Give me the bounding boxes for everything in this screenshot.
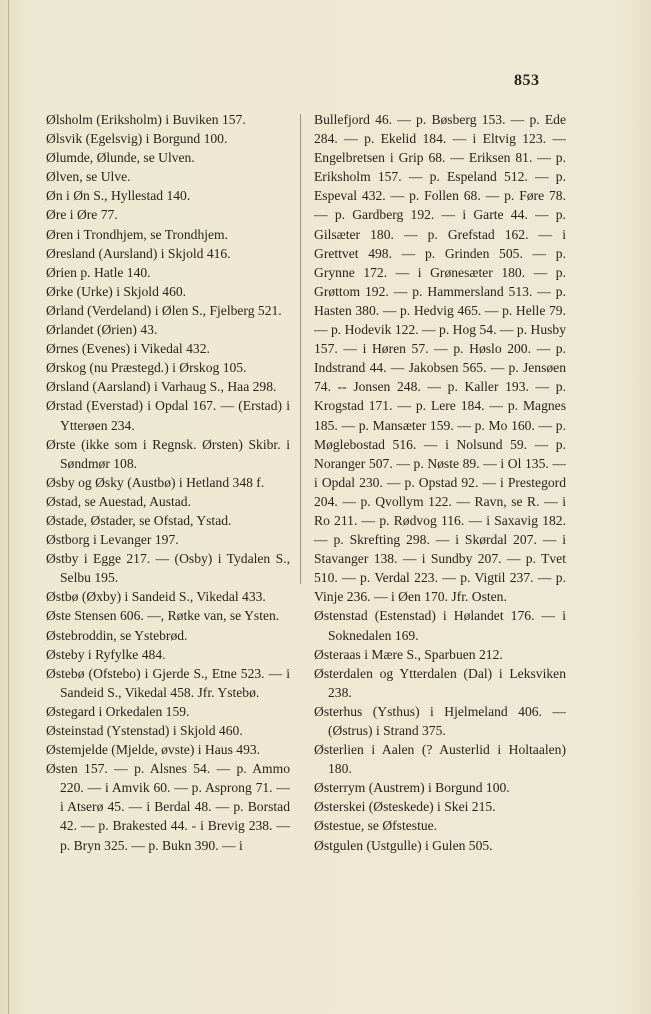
- index-entry: Østeraas i Mære S., Sparbuen 212.: [314, 646, 503, 662]
- index-entry: Østerdalen og Ytterdalen (Dal) i Leksviken 238.: [314, 665, 566, 700]
- index-entry: Østestue, se Øfstestue.: [314, 818, 438, 834]
- index-entry: Østeby i Ryfylke 484.: [46, 646, 166, 662]
- index-entry: Ørke (Urke) i Skjold 460.: [46, 283, 187, 299]
- index-entry: Ørland (Verdeland) i Ølen S., Fjelberg 521.: [46, 302, 282, 318]
- index-entry: Østebø (Ofstebo) i Gjerde S., Etne 523. — i Sandeid S., Vikedal 458. Jfr. Ystebø.: [46, 665, 290, 700]
- index-entry: Østerlien i Aalen (? Austerlid i Holtaalen) 180.: [314, 742, 566, 777]
- index-entry: Østade, Østader, se Ofstad, Ystad.: [46, 512, 232, 528]
- index-entry: Øste Stensen 606. —, Røtke van, se Ysten.: [46, 608, 280, 624]
- index-entry: Ølumde, Ølunde, se Ulven.: [46, 150, 195, 166]
- index-entry: Øsby og Øsky (Austbø) i Hetland 348 f.: [46, 474, 265, 490]
- index-entry: Ørste (ikke som i Regnsk. Ørsten) Skibr. i Søndmør 108.: [46, 436, 290, 471]
- index-entry: Ørsland (Aarsland) i Varhaug S., Haa 298.: [46, 379, 277, 395]
- index-entry: Østeinstad (Ystenstad) i Skjold 460.: [46, 723, 243, 738]
- index-entry: Ørskog (nu Præstegd.) i Ørskog 105.: [46, 360, 247, 376]
- index-entry: Øren i Trondhjem, se Trondhjem.: [46, 226, 229, 242]
- index-entry: Ørlandet (Ørien) 43.: [46, 322, 158, 338]
- binding-edge: [8, 0, 9, 1014]
- index-entry: Østgulen (Ustgulle) i Gulen 505.: [314, 837, 493, 853]
- index-entry: Ørien p. Hatle 140.: [46, 264, 151, 280]
- index-entry: Ørnes (Evenes) i Vikedal 432.: [46, 341, 210, 357]
- index-entry: Østegard i Orkedalen 159.: [46, 703, 190, 719]
- index-entry-continuation: Bullefjord 46. — p. Bøsberg 153. — p. Ede 284. — p. Ekelid 184. — i Eltvig 123. — Engelbretsen i Grip 68. — Eriksen 81. — p. Eriksholm 157. — p. Espeland 512. — p. Espeval 432. — p. Follen 68. — p. Føre 78. — p. Gardberg 192. — i Garte 44. — p. Gilsæter 180. — p. Grefstad 162. — i Grettvet 498. — p. Grinden 505. — p. Grynne 172. — i Grønesæter 180. — p. Grøttom 192. — p. Hammersland 513. — p. Hasten 380. — p. Hedvig 465. — p. Helle 79. — p. Hodevik 122. — p. Hog 54. — p. Husby 157. — i Høren 57. — p. Høslo 200. — p. Indstrand 44. — Jakobsen 565. — p. Jensøen 74. -- Jonsen 248. — p. Kaller 193. — p. Krogstad 171. — p. Lere 184. — p. Magnes 185. — p. Mansæter 159. — p. Mo 160. — p. Møglebostad 516. — i Nolsund 59. — p. Noranger 507. — p. Nøste 89. — i Ol 135. — i Opdal 230. — p. Opstad 92. — i Prestegord 204. — p. Qvollym 122. — Ravn, se R. — i Ro 211. — p. Rødvog 116. — i Saxavig 182. — p. Skrefting 298. — i Skørdal 207. — i Stavanger 138. — i Sundby 207. — p. Tvet 510. — p. Verdal 223. — p. Vigtil 237. — p. Vinje 236. — i Øen 170. Jfr. Osten.: [314, 112, 566, 605]
- index-entry: Ølsvik (Egelsvig) i Borgund 100.: [46, 131, 228, 147]
- page-number: 853: [514, 72, 540, 89]
- index-entry: Østerhus (Ysthus) i Hjelmeland 406. — (Østrus) i Strand 375.: [314, 703, 566, 738]
- column-divider: [300, 114, 301, 584]
- index-entry: Østerrym (Austrem) i Borgund 100.: [314, 780, 510, 796]
- index-entry: Øresland (Aursland) i Skjold 416.: [46, 245, 231, 261]
- left-column: [46, 110, 290, 855]
- index-entry: Østemjelde (Mjelde, øvste) i Haus 493.: [46, 742, 261, 758]
- index-entry: Østborg i Levanger 197.: [46, 532, 179, 548]
- index-entry: Ølven, se Ulve.: [46, 169, 131, 185]
- index-entry: Østad, se Auestad, Austad.: [46, 493, 191, 509]
- index-entry: Øn i Øn S., Hyllestad 140.: [46, 188, 191, 204]
- index-entry: Østby i Egge 217. — (Osby) i Tydalen S., Selbu 195.: [46, 551, 290, 586]
- index-entry: Østebroddin, se Ystebrød.: [46, 627, 188, 643]
- index-entry: Øre i Øre 77.: [46, 207, 118, 223]
- index-entry: Østerskei (Østeskede) i Skei 215.: [314, 799, 496, 815]
- index-entry: Ølsholm (Eriksholm) i Buviken 157.: [46, 112, 246, 127]
- index-entry: Ørstad (Everstad) i Opdal 167. — (Erstad) i Ytterøen 234.: [46, 398, 290, 433]
- index-entry: Østenstad (Estenstad) i Hølandet 176. — i Soknedalen 169.: [314, 608, 566, 643]
- index-entry: Østen 157. — p. Alsnes 54. — p. Ammo 220. — i Amvik 60. — p. Asprong 71. — i Atserø 45. — i Berdal 48. — p. Borstad 42. — p. Brakested 44. - i Brevig 238. — p. Bryn 325. — p. Bukn 390. — i: [46, 761, 290, 853]
- right-column: [314, 110, 566, 855]
- index-entry: Østbø (Øxby) i Sandeid S., Vikedal 433.: [46, 589, 266, 605]
